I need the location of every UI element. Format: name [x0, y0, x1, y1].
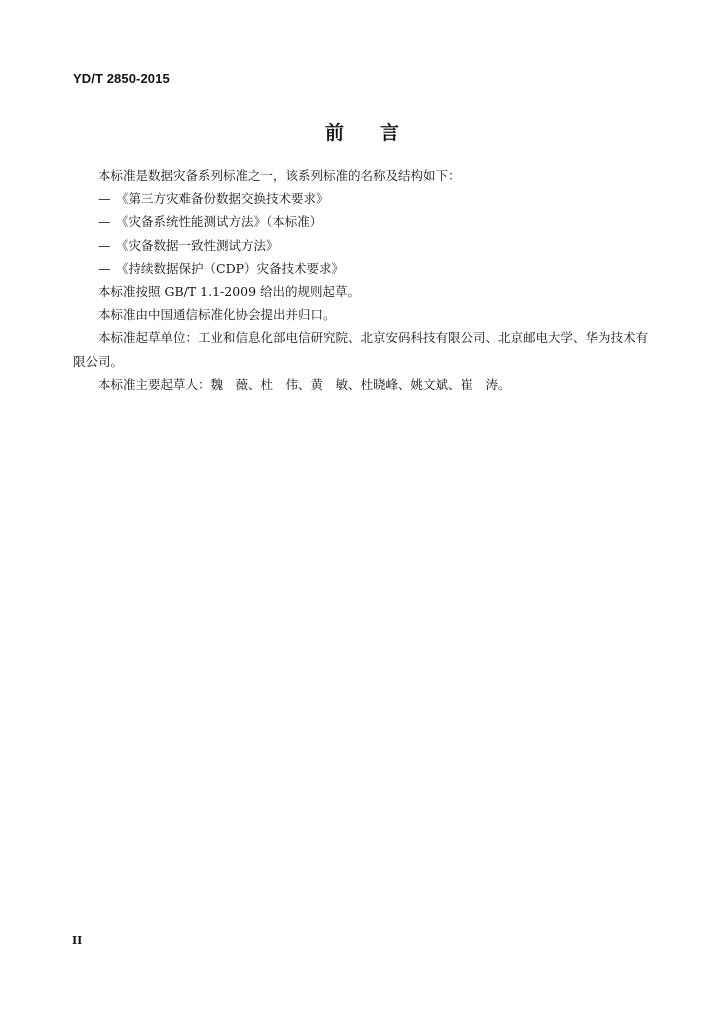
drafters-paragraph: 本标准主要起草人：魏 薇、杜 伟、黄 敏、杜晓峰、姚文斌、崔 涛。 [98, 376, 511, 392]
dash-bullet: — [98, 260, 111, 276]
series-item [73, 187, 653, 210]
series-item-text: 《持续数据保护（CDP）灾备技术要求》 [116, 260, 344, 276]
dash-bullet: — [98, 191, 111, 207]
dash-bullet: — [98, 237, 111, 253]
foreword-body [73, 164, 653, 396]
drafting-rule-paragraph: 本标准按照 GB/T 1.1-2009 给出的规则起草。 [98, 284, 361, 300]
document-code: YD/T 2850-2015 [73, 71, 170, 86]
proposer-paragraph: 本标准由中国通信标准化协会提出并归口。 [98, 307, 336, 323]
page-title: 前言 [324, 122, 435, 144]
dash-bullet: — [98, 214, 111, 230]
series-item-text: 《第三方灾难备份数据交换技术要求》 [116, 191, 329, 207]
intro-paragraph: 本标准是数据灾备系列标准之一，该系列标准的名称及结构如下： [98, 168, 461, 183]
series-item [73, 257, 653, 280]
series-item [73, 234, 653, 257]
drafting-units-paragraph: 本标准起草单位：工业和信息化部电信研究院、北京安码科技有限公司、北京邮电大学、华为技术有限公司。 [73, 330, 649, 369]
series-item [73, 210, 653, 233]
series-item-text: 《灾备系统性能测试方法》（本标准） [116, 214, 323, 230]
page-number: II [72, 934, 83, 947]
series-item-text: 《灾备数据一致性测试方法》 [116, 237, 279, 253]
